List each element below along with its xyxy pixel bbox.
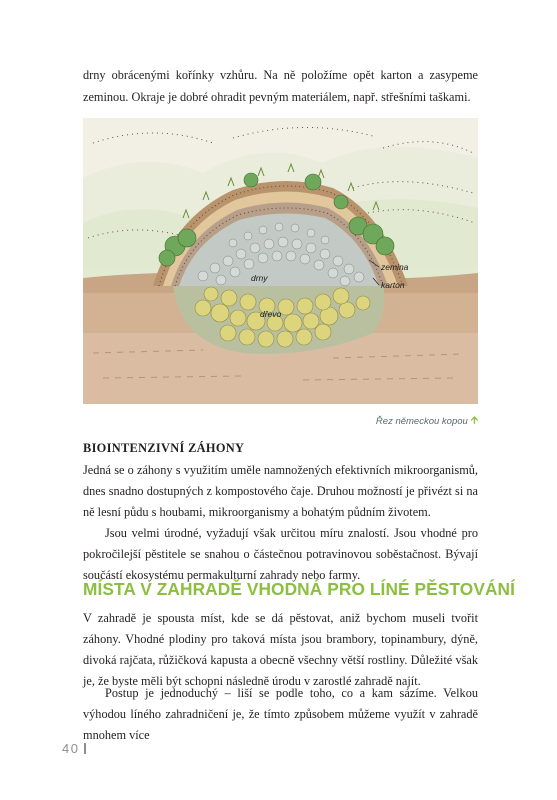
paragraph-mista-1: V zahradě je spousta míst, kde se dá pěstovat, aniž bychom museli tvořit záhony. Vhodné plodiny pro taková místa jsou brambory, topinambury, dýně, divoká rajčata, růžičková kapusta a obecně všechny větší rostliny. Důležité však je, že byste měli být schopni následně úrodu v zarostlé zahradě najít. — [83, 611, 478, 688]
label-karton: karton — [381, 280, 405, 290]
paragraph-mista-2: Postup je jednoduchý – liší se podle toho, co a kam sázíme. Velkou výhodou líného zahradničení je, že tímto způsobem můžeme využít v zahradě mnohem více — [83, 686, 478, 742]
page-number-divider — [84, 743, 86, 754]
label-drny: drny — [251, 273, 268, 283]
figure-caption-text: Řez německou kopou — [375, 416, 468, 427]
page-footer — [62, 741, 86, 756]
paragraph-biointenzivni-2: Jsou velmi úrodné, vyžadují však určitou míru znalostí. Jsou vhodné pro pokročilejší pěstitele se snahou o částečnou potravinovou soběstačnost. Bývají součástí ekosystému permakulturní zahrady nebo farmy. — [83, 526, 478, 582]
label-drevo: dřevo — [260, 309, 282, 319]
section-heading-biointenzivni: BIOINTENZIVNÍ ZÁHONY — [83, 441, 245, 455]
paragraph-biointenzivni-1: Jedná se o záhony s využitím uměle namnožených efektivních mikroorganismů, dnes snadno dostupných z kompostového čaje. Druhou možností je přivézt si na ně lesní půdu s houbami, mikroorganismy a bohatým půdním životem. — [83, 463, 478, 519]
hugelkultur-illustration — [83, 118, 478, 404]
figure-caption — [376, 413, 478, 430]
intro-paragraph: drny obrácenými kořínky vzhůru. Na ně položíme opět karton a zasypeme zeminou. Okraje je dobré ohradit pevným materiálem, např. střešními taškami. — [83, 68, 478, 104]
label-zemina: zemina — [381, 262, 409, 272]
section-heading-mista: MÍSTA V ZAHRADĚ VHODNÁ PRO LÍNÉ PĚSTOVÁNÍ — [83, 579, 516, 599]
arrow-up-icon: 🡩 — [470, 415, 478, 426]
page-number: 40 — [62, 741, 80, 756]
